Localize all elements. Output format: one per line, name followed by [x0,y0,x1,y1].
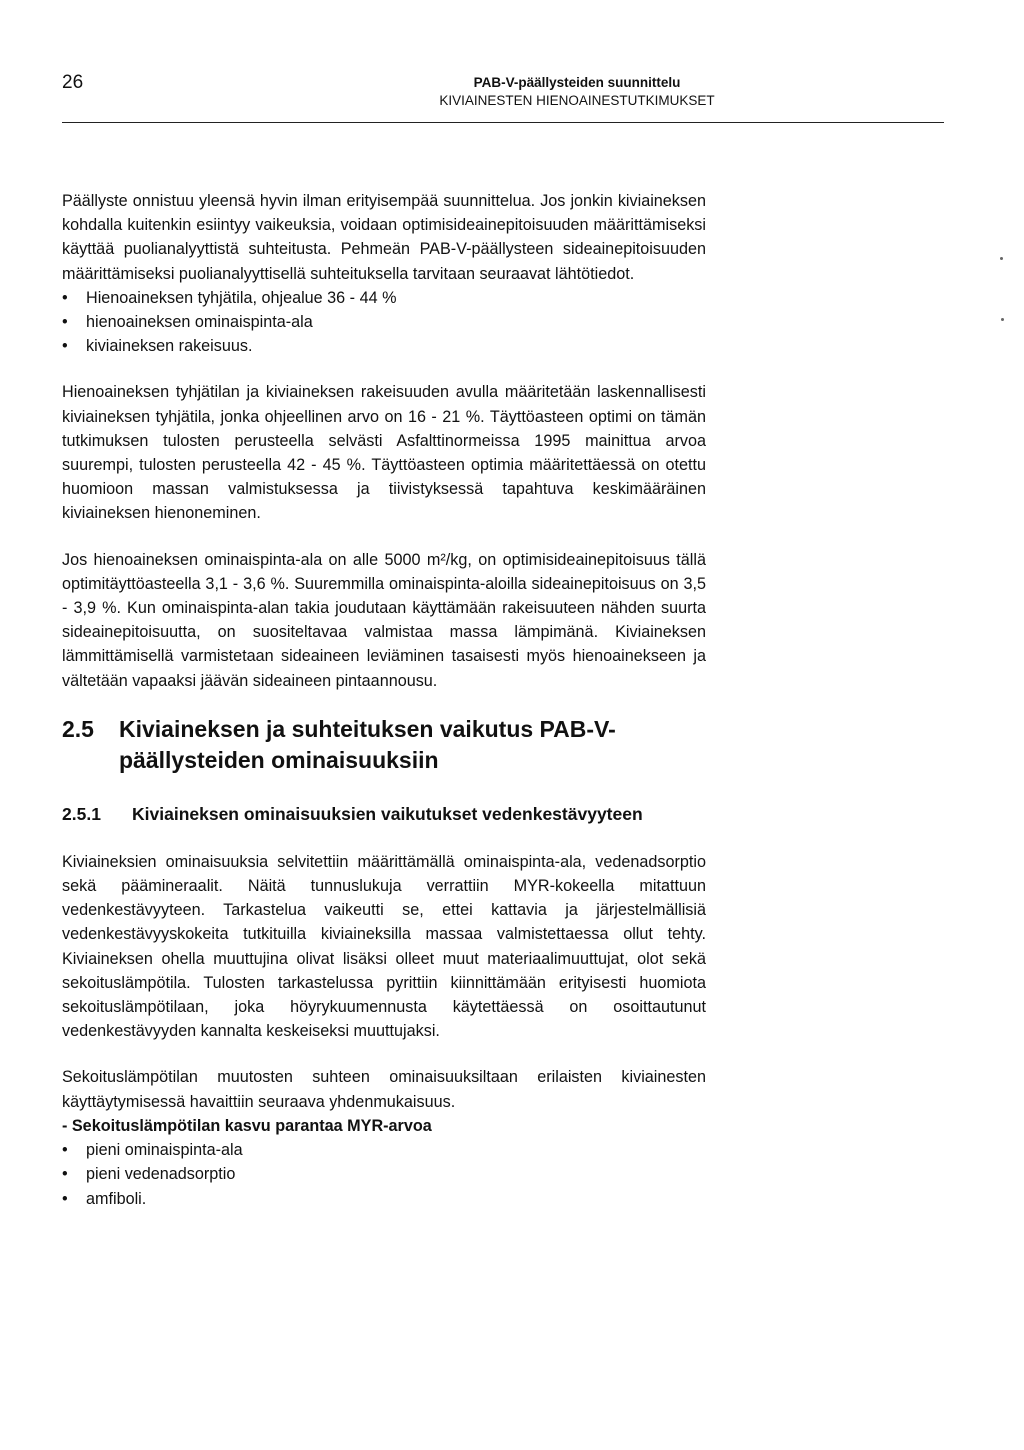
section-number: 2.5 [62,715,94,742]
scan-speck [1001,318,1004,321]
paragraph-intro: Päällyste onnistuu yleensä hyvin ilman erityisempää suunnittelua. Jos jonkin kiviaineksen kohdalla kuitenkin esiintyy vaikeuksia, voidaan optimisideainepitoisuuden määrittämiseksi käyttää puolianalyyttistä suhteitusta. Pehmeän PAB-V-päällysteen sideainepitoisuuden määrittämiseksi puolianalyyttisellä suhteituksella tarvitaan seuraavat lähtötiedot. [62,192,706,283]
page-number: 26 [62,72,84,93]
paragraph-specific-surface: Jos hienoaineksen ominaispinta-ala on alle 5000 m²/kg, on optimisideainepitoisuus tällä optimitäyttöasteella 3,1 - 3,6 %. Suuremmilla ominaispinta-aloilla sideainepitoisuus on 3,5 - 3,9 %. Kun ominaispinta-alan takia joudutaan käyttämään rakeisuuteen nähden suurta sideainepitoisuutta, on suositeltavaa valmistaa massa lämpimänä. Kiviaineksen lämmittämisellä varmistetaan sideaineen leviäminen tasaisesti myös hienoainekseen ja vältetään vapaaksi jäävän sideaineen pintaannousu. [62,550,706,690]
list-item: • pieni ominaispinta-ala [62,1138,706,1162]
paragraph-void-content: Hienoaineksen tyhjätilan ja kiviaineksen rakeisuuden avulla määritetään laskennallisesti kiviaineksen tyhjätila, jonka ohjeellinen arvo on 16 - 21 %. Täyttöasteen optimi on tämän tutkimuksen tulosten perusteella selvästi Asfalttinormeissa 1995 mainittua arvoa suurempi, tulosten perusteella 42 - 45 %. Täyttöasteen optimia määritettäessä on otettu huomioon massan valmistuksessa ja tiivistyksessä tapahtuva keskimääräinen kiviaineksen hienoneminen. [62,383,706,523]
list-item: • hienoaineksen ominaispinta-ala [62,310,706,334]
running-header-subtitle: KIVIAINESTEN HIENOAINESTUTKIMUKSET [439,93,715,108]
section-heading [62,714,706,776]
scan-speck [1000,257,1003,260]
section-title: Kiviaineksen ja suhteituksen vaikutus PAB-V-päällysteiden ominaisuuksiin [119,715,616,773]
paragraph-aggregate-properties: Kiviaineksien ominaisuuksia selvitettiin määrittämällä ominaispinta-ala, vedenadsorptio sekä päämineraalit. Näitä tunnuslukuja verrattiin MYR-kokeella mitattuun vedenkestävyyteen. Tarkastelua vaikeutti se, ettei kattavia ja järjestelmällisiä vedenkestävyyskokeita tutkituilla kiviaineksilla massaa valmistettaessa ollut tehty. Kiviaineksen ohella muuttujina olivat lisäksi olleet muut materiaalimuuttujat, olot sekä sekoituslämpötila. Tulosten tarkastelussa pyrittiin kiinnittämään erityisesti huomiota sekoituslämpötilaan, joka höyrykuumennusta käytettäessä on osoittautunut vedenkestävyyden kannalta keskeiseksi muuttujaksi. [62,852,706,1041]
paragraph-mixing-temperature: Sekoituslämpötilan muutosten suhteen ominaisuuksiltaan erilaisten kiviainesten käyttäytymisessä havaittiin seuraava yhdenmukaisuus. [62,1068,706,1111]
bullet-list-inputs [62,286,706,359]
page-header [62,72,944,122]
list-item: • amfiboli. [62,1187,706,1211]
running-header [384,74,770,110]
bullet-list-myr [62,1138,706,1211]
body-content [62,189,706,1211]
running-header-title: PAB-V-päällysteiden suunnittelu [473,75,681,90]
subsection-number: 2.5.1 [62,803,101,824]
list-item: • pieni vedenadsorptio [62,1162,706,1186]
list-item: • Hienoaineksen tyhjätila, ohjealue 36 - 44 % [62,286,706,310]
subsection-title: Kiviaineksen ominaisuuksien vaikutukset vedenkestävyyteen [132,803,643,824]
subsection-heading [62,800,706,828]
header-rule [62,122,944,123]
bold-statement: - Sekoituslämpötilan kasvu parantaa MYR-arvoa [62,1116,432,1135]
list-item: • kiviaineksen rakeisuus. [62,334,706,358]
